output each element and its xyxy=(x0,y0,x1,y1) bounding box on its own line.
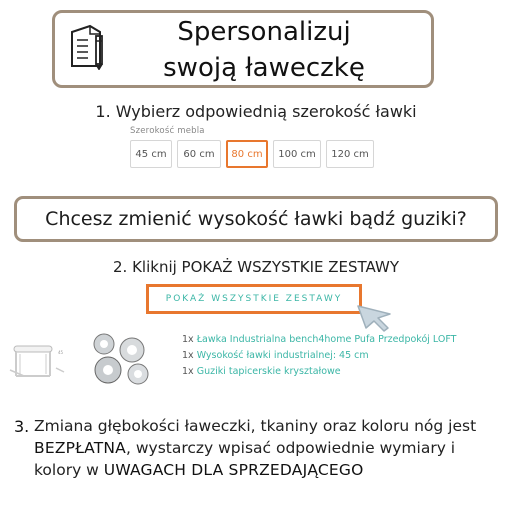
product-3-qty: 1x xyxy=(182,366,194,377)
product-line-3 xyxy=(182,366,341,377)
size-option-100[interactable]: 100 cm xyxy=(273,140,321,168)
product-2-link[interactable]: Wysokość ławki industrialnej: 45 cm xyxy=(196,350,369,361)
question-text: Chcesz zmienić wysokość ławki bądź guziki? xyxy=(45,208,467,230)
product-3-link[interactable]: Guziki tapicerskie kryształowe xyxy=(196,366,341,377)
step-2-heading xyxy=(0,258,512,276)
step-3-part-2: , wystarczy wpisać odpowiednie wymiary i kolory w xyxy=(34,439,456,479)
step-2-text: Kliknij POKAŻ WSZYSTKIE ZESTAWY xyxy=(132,258,399,276)
step-1-number: 1. xyxy=(95,102,111,121)
step-1-text: Wybierz odpowiednią szerokość ławki xyxy=(115,102,417,121)
crystal-buttons-image xyxy=(84,330,156,388)
step-3-free: BEZPŁATNA xyxy=(34,439,126,457)
step-3-seller-notes: UWAGACH DLA SPRZEDAJĄCEGO xyxy=(103,461,364,479)
step-1-heading xyxy=(0,102,512,121)
product-1-qty: 1x xyxy=(182,334,194,345)
size-label: Szerokość mebla xyxy=(130,126,205,136)
svg-text:45: 45 xyxy=(58,350,64,355)
step-3-part-1: Zmiana głębokości ławeczki, tkaniny oraz koloru nóg jest xyxy=(34,417,477,435)
size-option-60[interactable]: 60 cm xyxy=(177,140,221,168)
size-option-80-selected[interactable]: 80 cm xyxy=(226,140,268,168)
step-3-text xyxy=(34,415,506,481)
bench-product-image xyxy=(8,338,70,382)
page-title xyxy=(124,14,404,86)
size-option-45[interactable]: 45 cm xyxy=(130,140,172,168)
cursor-arrow-icon xyxy=(354,302,394,332)
product-line-1 xyxy=(182,334,456,345)
step-2-number: 2. xyxy=(113,258,128,276)
product-1-link[interactable]: Ławka Industrialna bench4home Pufa Przedpokój LOFT xyxy=(196,334,457,345)
step-3-number: 3. xyxy=(14,417,30,436)
show-all-sets-button[interactable]: POKAŻ WSZYSTKIE ZESTAWY xyxy=(146,284,362,314)
size-option-120[interactable]: 120 cm xyxy=(326,140,374,168)
product-2-qty: 1x xyxy=(182,350,194,361)
title-line-2: swoją ławeczkę xyxy=(163,53,365,83)
product-line-2 xyxy=(182,350,369,361)
title-line-1: Spersonalizuj xyxy=(177,17,351,47)
document-pencil-icon xyxy=(66,22,112,70)
